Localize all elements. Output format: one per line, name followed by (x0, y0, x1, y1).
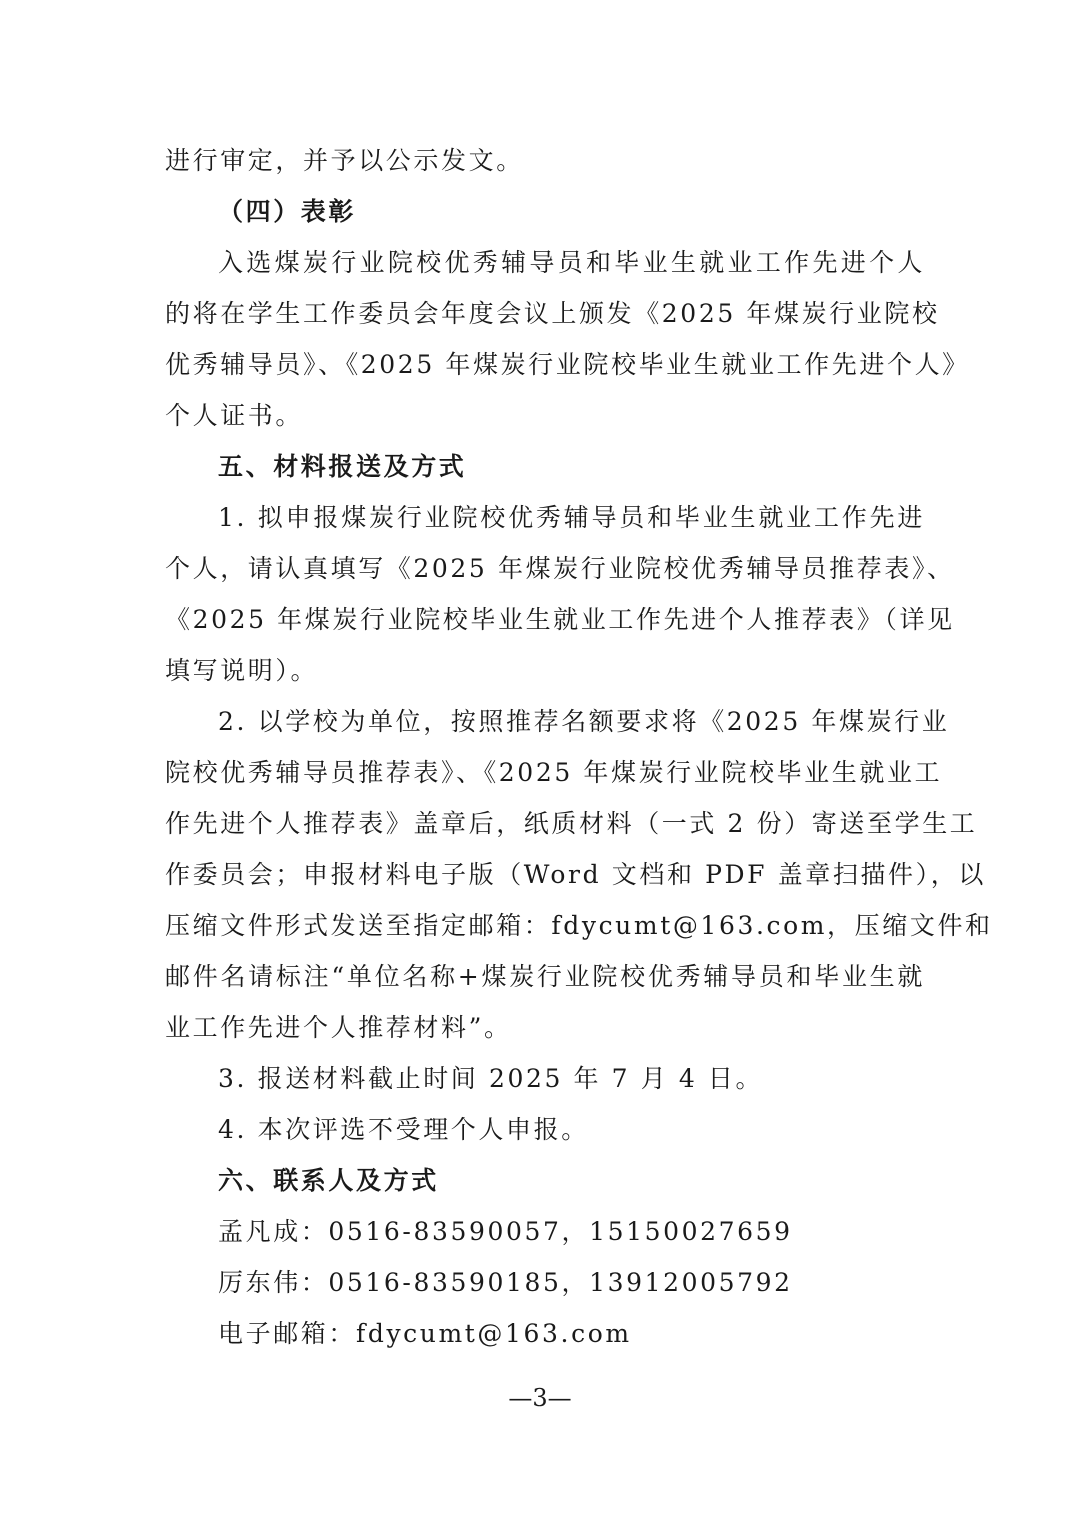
contact-line-meng: 孟凡成：0516-83590057，15150027659 (218, 1217, 793, 1246)
paragraph-line: 进行审定，并予以公示发文。 (165, 146, 524, 175)
paragraph-line: 2. 以学校为单位，按照推荐名额要求将《2025 年煤炭行业 (218, 707, 950, 736)
paragraph-line: 作先进个人推荐表》盖章后，纸质材料（一式 2 份）寄送至学生工 (165, 809, 978, 838)
paragraph-line: 《2025 年煤炭行业院校毕业生就业工作先进个人推荐表》（详见 (165, 605, 955, 634)
paragraph-line: 个人证书。 (165, 401, 304, 430)
paragraph-line: 1. 拟申报煤炭行业院校优秀辅导员和毕业生就业工作先进 (218, 503, 925, 532)
paragraph-line: 院校优秀辅导员推荐表》、《2025 年煤炭行业院校毕业生就业工 (165, 758, 943, 787)
paragraph-line: 3. 报送材料截止时间 2025 年 7 月 4 日。 (218, 1064, 764, 1093)
paragraph-line: 入选煤炭行业院校优秀辅导员和毕业生就业工作先进个人 (218, 248, 925, 277)
contact-email-line: 电子邮箱：fdycumt@163.com (218, 1319, 632, 1348)
paragraph-line: 压缩文件形式发送至指定邮箱：fdycumt@163.com，压缩文件和 (165, 911, 993, 940)
paragraph-line: 个人，请认真填写《2025 年煤炭行业院校优秀辅导员推荐表》、 (165, 554, 955, 583)
paragraph-line: 邮件名请标注“单位名称+煤炭行业院校优秀辅导员和毕业生就 (165, 962, 925, 991)
section-heading-materials: 五、材料报送及方式 (218, 452, 467, 481)
paragraph-line: 的将在学生工作委员会年度会议上颁发《2025 年煤炭行业院校 (165, 299, 940, 328)
paragraph-line: 业工作先进个人推荐材料”。 (165, 1013, 512, 1042)
section-heading-contacts: 六、联系人及方式 (218, 1166, 439, 1195)
contact-line-li: 厉东伟：0516-83590185，13912005792 (218, 1268, 793, 1297)
page-number: —3— (508, 1384, 572, 1412)
paragraph-line: 优秀辅导员》、《2025 年煤炭行业院校毕业生就业工作先进个人》 (165, 350, 970, 379)
paragraph-line: 4. 本次评选不受理个人申报。 (218, 1115, 589, 1144)
paragraph-line: 作委员会；申报材料电子版（Word 文档和 PDF 盖章扫描件），以 (165, 860, 986, 889)
section-heading-commendation: （四）表彰 (218, 197, 357, 226)
paragraph-line: 填写说明）。 (165, 656, 319, 685)
